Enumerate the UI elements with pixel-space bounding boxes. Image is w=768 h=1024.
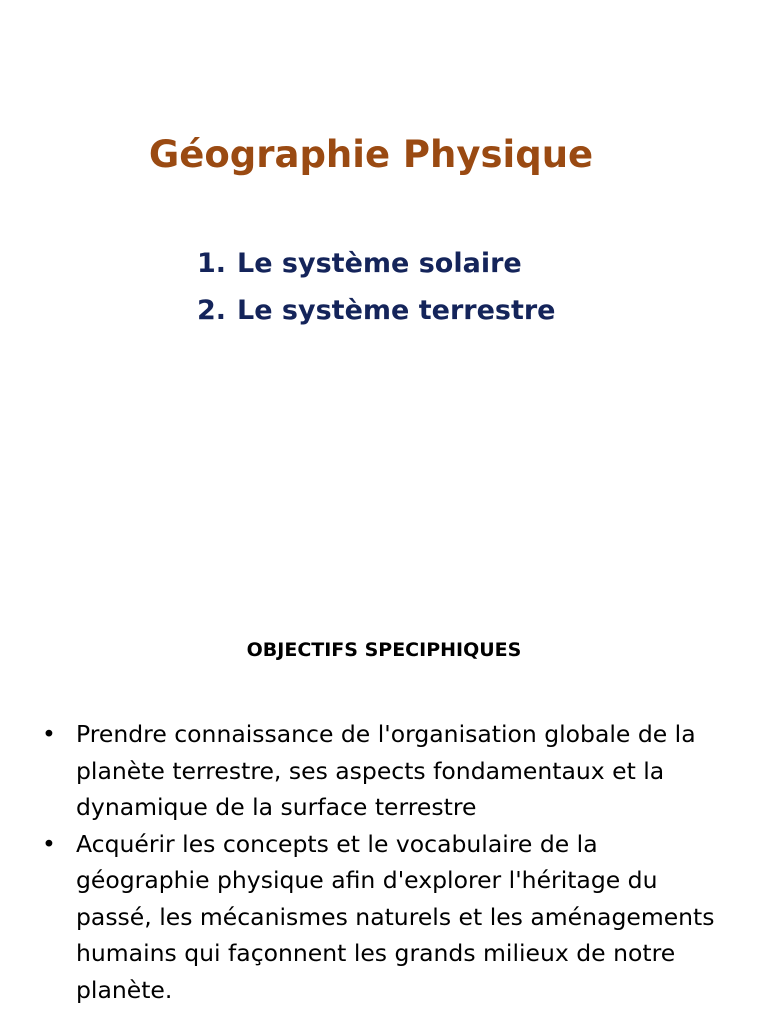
topic-label: Le système solaire: [237, 248, 522, 279]
topic-number: 1.: [197, 248, 227, 279]
slide-title: Géographie Physique: [148, 132, 594, 176]
objectives-list: [40, 716, 730, 1008]
objective-item: [40, 826, 730, 1009]
topic-number: 2.: [197, 295, 227, 326]
bullet-icon: •: [42, 720, 56, 748]
objectives-heading: OBJECTIFS SPECIPHIQUES: [246, 639, 522, 661]
topic-item: [197, 287, 556, 334]
topic-label: Le système terrestre: [237, 295, 556, 326]
topic-list: [197, 240, 556, 334]
objective-text: Acquérir les concepts et le vocabulaire de la géographie physique afin d'explorer l'héritage du passé, les mécanismes naturels et les aménagements humains qui façonnent les grands milieux de notre planète.: [76, 829, 715, 1004]
topic-item: [197, 240, 556, 287]
objective-text: Prendre connaissance de l'organisation globale de la planète terrestre, ses aspects fondamentaux et la dynamique de la surface terrestre: [76, 720, 696, 821]
objective-item: [40, 716, 730, 826]
bullet-icon: •: [42, 829, 56, 858]
